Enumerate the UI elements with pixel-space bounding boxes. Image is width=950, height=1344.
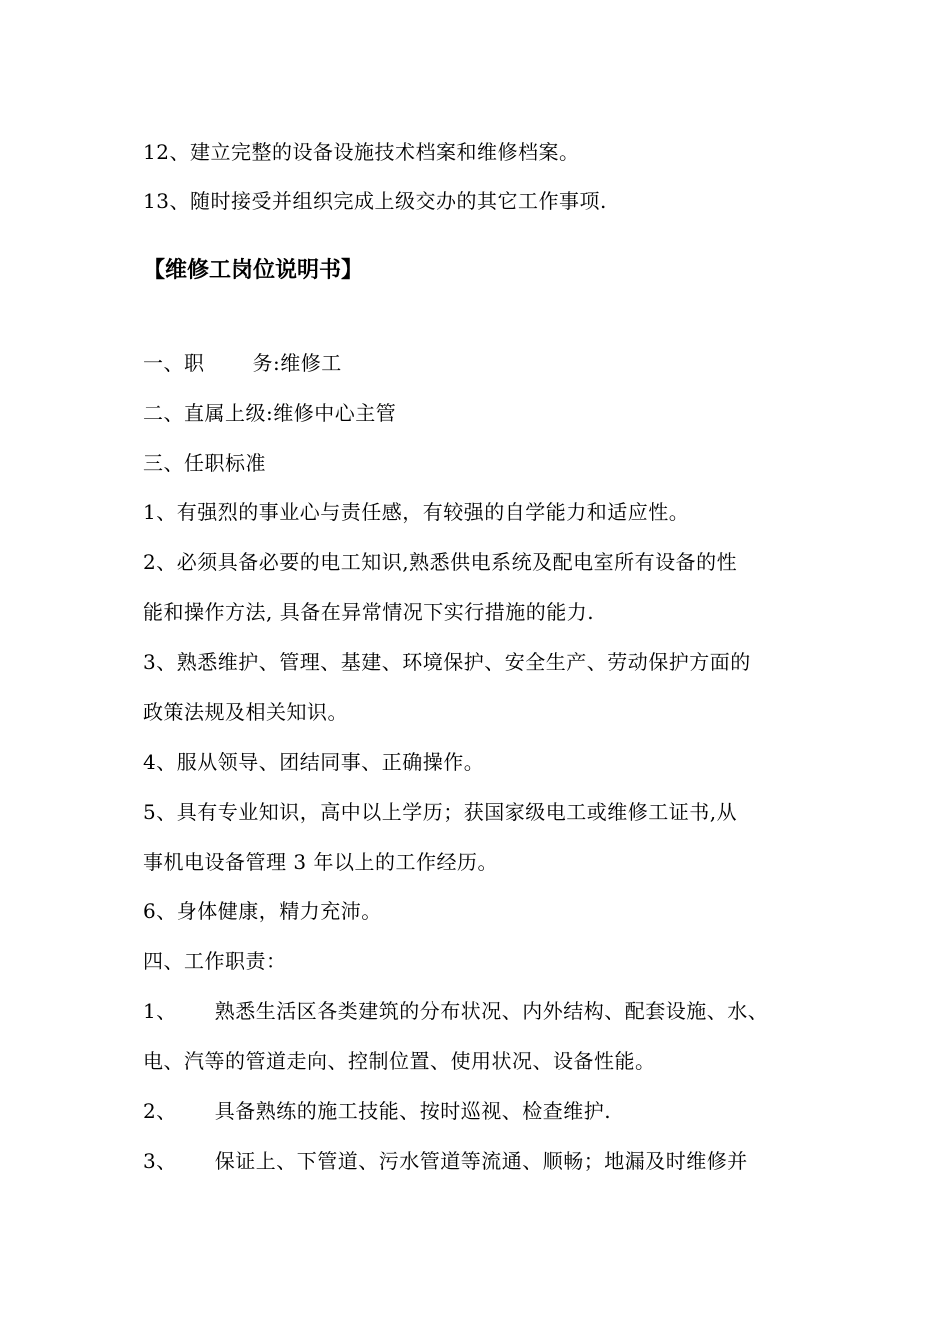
superior-line: 二、直属上级:维修中心主管	[143, 401, 397, 425]
position-prefix: 一、职	[143, 351, 205, 375]
duty-item	[143, 1099, 611, 1123]
prev-item-13: 13、随时接受并组织完成上级交办的其它工作事项.	[143, 189, 607, 213]
section-title: 【维修工岗位说明书】	[143, 258, 364, 283]
standard-item: 1、有强烈的事业心与责任感，有较强的自学能力和适应性。	[143, 500, 690, 524]
duty-item-cont	[143, 1049, 656, 1073]
duty-number: 3、	[143, 1149, 177, 1173]
position-line	[143, 351, 342, 375]
standards-heading: 三、任职标准	[143, 451, 266, 475]
standard-item-cont: 能和操作方法, 具备在异常情况下实行措施的能力.	[143, 600, 595, 624]
position-suffix: 务:维修工	[252, 351, 342, 375]
standard-item: 5、具有专业知识，高中以上学历；获国家级电工或维修工证书,从	[143, 800, 738, 824]
duty-item	[143, 999, 768, 1023]
standard-item-cont: 事机电设备管理 3 年以上的工作经历。	[143, 850, 498, 874]
duty-number: 2、	[143, 1099, 177, 1123]
duty-text: 熟悉生活区各类建筑的分布状况、内外结构、配套设施、水、	[214, 999, 769, 1023]
duty-text: 保证上、下管道、污水管道等流通、顺畅；地漏及时维修并	[214, 1149, 748, 1173]
standard-item: 2、必须具备必要的电工知识,熟悉供电系统及配电室所有设备的性	[143, 550, 738, 574]
standard-item: 4、服从领导、团结同事、正确操作。	[143, 750, 485, 774]
duties-heading: 四、工作职责：	[143, 949, 287, 973]
standard-item: 3、熟悉维护、管理、基建、环境保护、安全生产、劳动保护方面的	[143, 650, 751, 674]
prev-item-12: 12、建立完整的设备设施技术档案和维修档案。	[143, 140, 580, 164]
standard-item-cont: 政策法规及相关知识。	[143, 700, 348, 724]
duty-item	[143, 1149, 748, 1173]
duty-number: 1、	[143, 999, 177, 1023]
standard-item: 6、身体健康，精力充沛。	[143, 899, 382, 923]
duty-text: 电、汽等的管道走向、控制位置、使用状况、设备性能。	[143, 1049, 656, 1073]
duty-text: 具备熟练的施工技能、按时巡视、检查维护.	[214, 1099, 612, 1123]
